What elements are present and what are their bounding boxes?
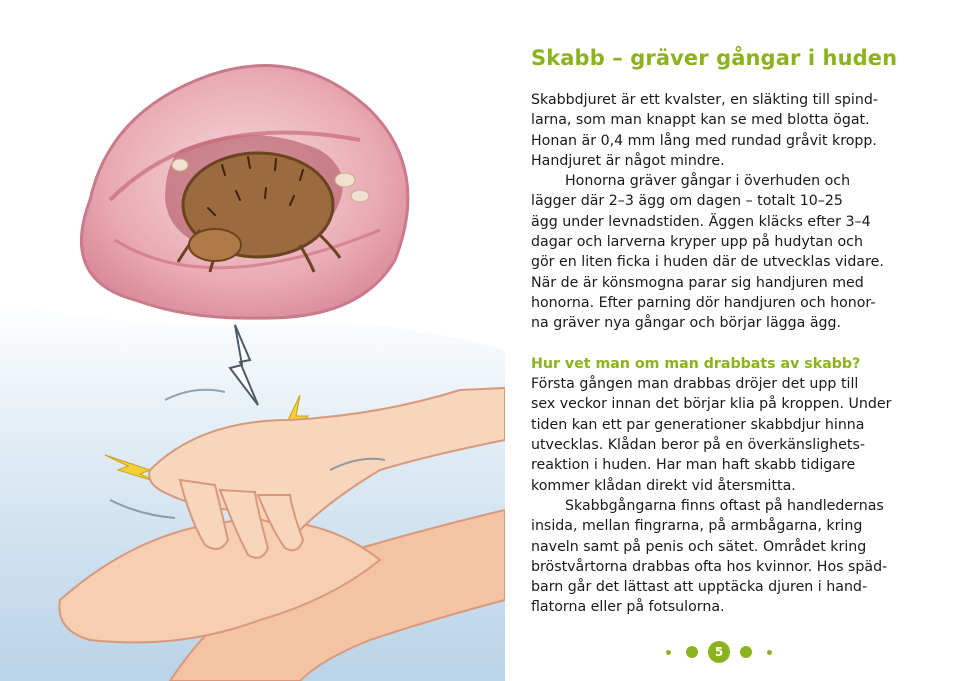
body-line: Handjuret är något mindre.: [531, 152, 725, 169]
decorative-dot: [686, 646, 698, 658]
body-line: Honorna gräver gångar i överhuden och: [565, 173, 851, 190]
body-line: tiden kan ett par generationer skabbdjur hinna: [531, 416, 865, 433]
body-line: Skabbdjuret är ett kvalster, en släkting till spind-: [531, 92, 878, 108]
body-line: lägger där 2–3 ägg om dagen – totalt 10–25: [531, 193, 843, 210]
body-line: insida, mellan fingrarna, på armbågarna, kring: [531, 518, 863, 535]
body-line: gör en liten ficka i huden där de utvecklas vidare.: [531, 254, 884, 271]
article-body: [531, 90, 936, 618]
decorative-dot: [767, 650, 772, 655]
body-line: Första gången man drabbas dröjer det upp till: [531, 376, 859, 393]
body-line: barn går det lättast att upptäcka djuren i hand-: [531, 579, 868, 596]
subheading: Hur vet man om man drabbats av skabb?: [531, 355, 861, 372]
article: [531, 46, 936, 618]
body-line: na gräver nya gångar och börjar lägga ägg.: [531, 315, 842, 332]
body-line: ägg under levnadstiden. Äggen kläcks efter 3–4: [531, 213, 871, 230]
body-line: Honan är 0,4 mm lång med rundad gråvit kropp.: [531, 132, 877, 149]
body-line: sex veckor innan det börjar klia på kroppen. Under: [531, 396, 892, 413]
body-line: reaktion i huden. Har man haft skabb tidigare: [531, 457, 856, 474]
paragraph-spacer: [531, 334, 936, 354]
body-line: dagar och larverna kryper upp på hudytan och: [531, 234, 863, 251]
decorative-dot: [740, 646, 752, 658]
page-number: 5: [708, 641, 730, 663]
body-line: flatorna eller på fotsulorna.: [531, 599, 725, 616]
decorative-dot: [666, 650, 671, 655]
body-line: naveln samt på penis och sätet. Området kring: [531, 538, 867, 555]
body-line: bröstvårtorna drabbas ofta hos kvinnor. Hos späd-: [531, 558, 888, 575]
body-line: utvecklas. Klådan beror på en överkänslighets-: [531, 437, 865, 454]
body-line: honorna. Efter parning dör handjuren och honor-: [531, 294, 876, 311]
body-line: larna, som man knappt kan se med blotta ögat.: [531, 112, 870, 129]
body-line: kommer klådan direkt vid återsmitta.: [531, 477, 796, 494]
body-line: När de är könsmogna parar sig handjuren med: [531, 274, 864, 291]
body-line: Skabbgångarna finns oftast på handledernas: [565, 497, 884, 514]
larva: [189, 229, 241, 261]
page-footer: [660, 640, 780, 664]
article-title: Skabb – gräver gångar i huden: [531, 46, 898, 70]
